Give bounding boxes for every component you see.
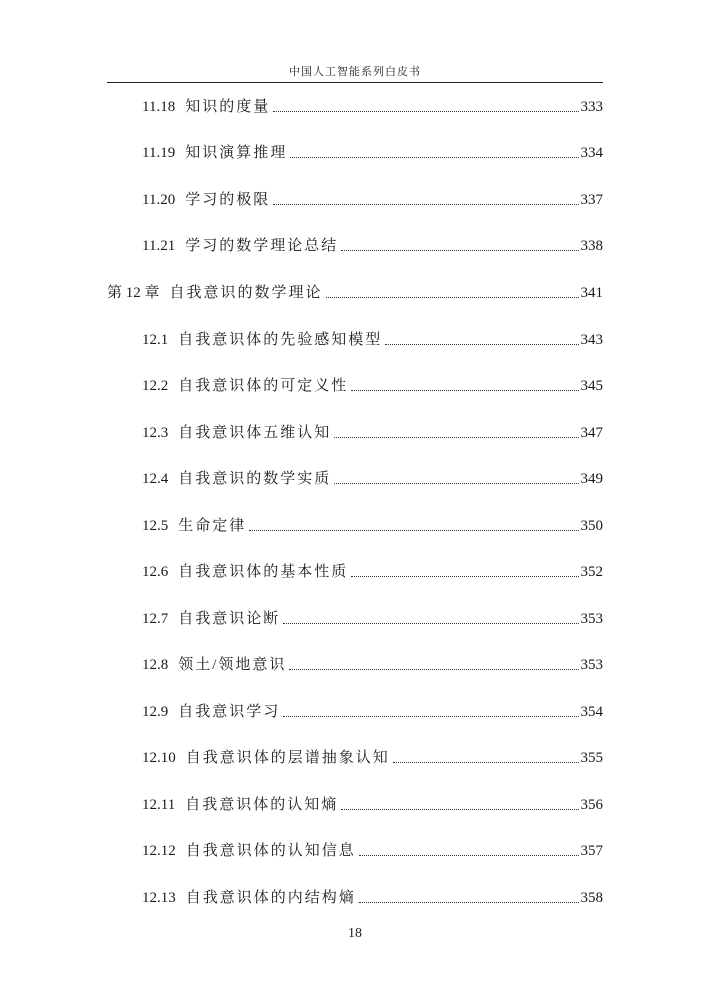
toc-dot-leader — [393, 761, 579, 763]
toc-entry-page: 341 — [580, 285, 603, 301]
toc-entry-title: 自我意识体的内结构熵 — [185, 890, 356, 906]
toc-entry-page: 352 — [580, 564, 603, 580]
toc-section-entry — [142, 423, 603, 443]
toc-entry-page: 353 — [580, 657, 603, 673]
toc-dot-leader — [326, 296, 579, 298]
toc-entry-title: 自我意识体的可定义性 — [178, 378, 349, 394]
toc-entry-number: 12.13 — [142, 890, 176, 906]
toc-entry-page: 358 — [580, 890, 603, 906]
toc-dot-leader — [351, 389, 578, 391]
toc-dot-leader — [283, 622, 578, 624]
toc-dot-leader — [289, 668, 578, 670]
toc-section-entry — [142, 190, 603, 210]
toc-entry-number: 12.5 — [142, 518, 169, 534]
toc-entry-page: 343 — [580, 332, 603, 348]
toc-entry-title: 自我意识体的基本性质 — [178, 564, 349, 580]
toc-dot-leader — [351, 575, 578, 577]
toc-entry-number: 12.4 — [142, 471, 169, 487]
toc-section-entry — [142, 609, 603, 629]
toc-entry-title: 自我意识体的认知信息 — [185, 843, 356, 859]
toc-section-entry — [142, 143, 603, 163]
toc-entry-title: 生命定律 — [178, 518, 247, 534]
toc-entry-number: 11.19 — [142, 145, 176, 161]
toc-entry-page: 354 — [580, 704, 603, 720]
toc-entry-number: 12.8 — [142, 657, 169, 673]
toc-entry-title: 知识的度量 — [185, 99, 271, 115]
toc-entry-number: 12.3 — [142, 425, 169, 441]
toc-section-entry — [142, 702, 603, 722]
toc-entry-page: 355 — [580, 750, 603, 766]
toc-section-entry — [142, 97, 603, 117]
toc-entry-page: 353 — [580, 611, 603, 627]
toc-entry-title: 自我意识论断 — [178, 611, 281, 627]
toc-section-entry — [142, 655, 603, 675]
running-header: 中国人工智能系列白皮书 — [289, 66, 421, 78]
toc-dot-leader — [249, 529, 578, 531]
toc-dot-leader — [385, 343, 578, 345]
toc-dot-leader — [283, 715, 578, 717]
toc-entry-number: 12.9 — [142, 704, 169, 720]
toc-entry-page: 349 — [580, 471, 603, 487]
toc-entry-page: 338 — [580, 238, 603, 254]
toc-entry-number: 12.11 — [142, 797, 176, 813]
toc-entry-number: 12.2 — [142, 378, 169, 394]
toc-entry-title: 知识演算推理 — [185, 145, 288, 161]
toc-entry-number: 12.7 — [142, 611, 169, 627]
toc-section-entry — [142, 748, 603, 768]
toc-entry-title: 自我意识的数学实质 — [178, 471, 332, 487]
toc-entry-title: 自我意识体的认知熵 — [185, 797, 339, 813]
toc-entry-number: 12.12 — [142, 843, 176, 859]
toc-section-entry — [142, 562, 603, 582]
toc-dot-leader — [359, 854, 579, 856]
page-number: 18 — [348, 926, 362, 941]
toc-entry-number: 11.18 — [142, 99, 176, 115]
toc-section-entry — [142, 330, 603, 350]
toc-entry-title: 自我意识体的层谱抽象认知 — [185, 750, 390, 766]
toc-entry-page: 345 — [580, 378, 603, 394]
toc-section-entry — [142, 516, 603, 536]
toc-chapter-entry — [107, 283, 603, 303]
toc-entry-title: 学习的数学理论总结 — [185, 238, 339, 254]
toc-entry-number: 12.6 — [142, 564, 169, 580]
toc-section-entry — [142, 841, 603, 861]
toc-entry-page: 334 — [580, 145, 603, 161]
toc-entry-title: 自我意识学习 — [178, 704, 281, 720]
toc-dot-leader — [341, 808, 578, 810]
toc-dot-leader — [341, 249, 578, 251]
toc-dot-leader — [334, 436, 578, 438]
toc-entry-number: 11.20 — [142, 192, 176, 208]
toc-dot-leader — [273, 110, 578, 112]
toc-entry-title: 学习的极限 — [185, 192, 271, 208]
toc-entry-page: 357 — [580, 843, 603, 859]
toc-section-entry — [142, 236, 603, 256]
toc-entry-number: 12.10 — [142, 750, 176, 766]
toc-entry-page: 333 — [580, 99, 603, 115]
toc-entry-title: 自我意识体的先验感知模型 — [178, 332, 383, 348]
toc-entry-title: 领土/领地意识 — [178, 657, 287, 673]
toc-entry-page: 350 — [580, 518, 603, 534]
toc-entry-page: 337 — [580, 192, 603, 208]
toc-section-entry — [142, 469, 603, 489]
toc-section-entry — [142, 795, 603, 815]
toc-entry-title: 自我意识的数学理论 — [169, 285, 323, 301]
toc-section-entry — [142, 888, 603, 908]
toc-entry-number: 11.21 — [142, 238, 176, 254]
toc-entry-number: 第 12 章 — [107, 285, 160, 301]
toc-entry-title: 自我意识体五维认知 — [178, 425, 332, 441]
toc-dot-leader — [273, 203, 578, 205]
header-rule — [107, 82, 603, 83]
toc-section-entry — [142, 376, 603, 396]
toc-entry-page: 356 — [580, 797, 603, 813]
toc-dot-leader — [334, 482, 578, 484]
toc-entry-number: 12.1 — [142, 332, 169, 348]
toc-entry-page: 347 — [580, 425, 603, 441]
toc-dot-leader — [290, 156, 578, 158]
toc-dot-leader — [359, 901, 579, 903]
